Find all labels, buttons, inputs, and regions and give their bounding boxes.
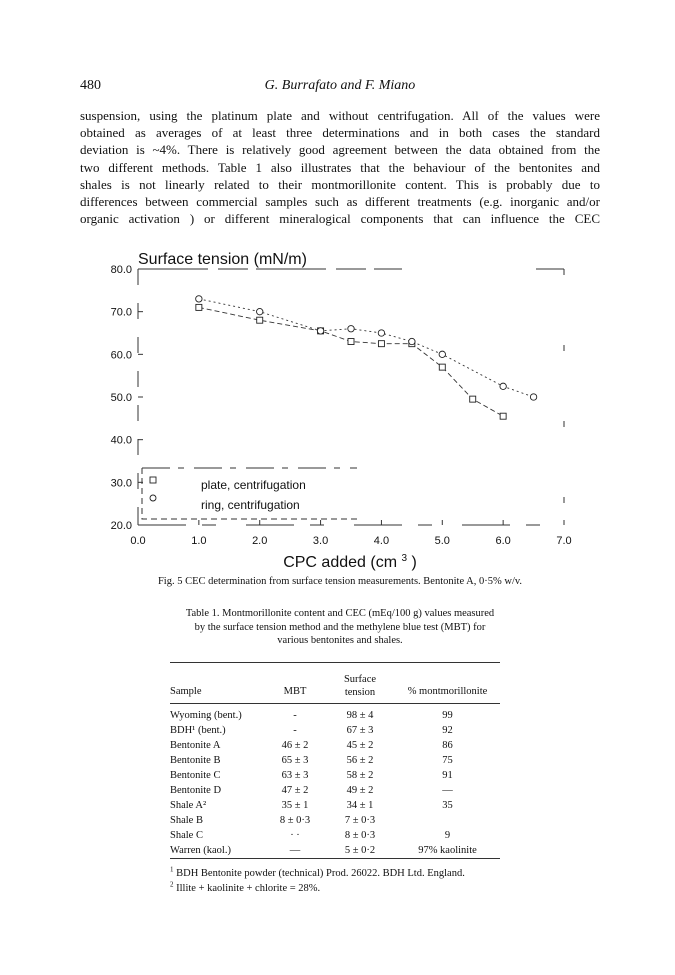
x-axis-unit-close: ) — [411, 554, 417, 571]
x-axis-unit: (cm — [370, 554, 398, 571]
x-axis-unit-sup: 3 — [401, 553, 408, 564]
data-point-circle — [348, 326, 354, 332]
cell-st: 56 ± 2 — [346, 755, 374, 766]
cell-mbt: - — [293, 710, 297, 721]
table-title-line: by the surface tension method and the methylene blue test (MBT) for — [194, 621, 486, 633]
footnote-text: BDH Bentonite powder (technical) Prod. 26022. BDH Ltd. England. — [176, 868, 465, 879]
surface-tension-chart — [90, 245, 590, 575]
cell-mbt: 63 ± 3 — [281, 770, 309, 781]
y-tick-label: 30.0 — [110, 477, 132, 490]
header-st-line1: Surface — [343, 674, 377, 685]
x-tick-label: 7.0 — [556, 535, 572, 547]
cell-st: 5 ± 0·2 — [325, 843, 395, 859]
cell-st: 45 ± 2 — [346, 740, 374, 751]
data-point-square — [348, 339, 354, 345]
page-header — [80, 78, 600, 98]
table-row — [170, 768, 500, 783]
cell-st: 8 ± 0·3 — [344, 830, 376, 841]
legend-square-marker — [150, 477, 156, 483]
footnote-mark: 1 — [170, 865, 174, 874]
cell-st: 58 ± 2 — [346, 770, 374, 781]
data-table — [170, 662, 500, 859]
y-tick-label: 20.0 — [110, 520, 132, 532]
table-title — [150, 607, 530, 648]
data-point-square — [257, 317, 263, 323]
chart-title: Surface tension (mN/m) — [138, 251, 307, 268]
cell-st: 34 ± 1 — [346, 800, 374, 811]
y-tick-label: 40.0 — [110, 434, 132, 447]
text-line: differences between commercial samples such as different treatments (e.g. inorganic and/or — [80, 194, 600, 210]
y-tick-label: 70.0 — [110, 306, 132, 319]
table-row — [170, 843, 500, 859]
footnote-text: Illite + kaolinite + chlorite = 28%. — [176, 883, 321, 894]
table-rule-row — [170, 663, 500, 674]
x-tick-label: 2.0 — [252, 535, 268, 547]
text-line: shales is not linearly related to their montmorillonite content. This is probably due to — [80, 176, 600, 192]
cell-sample: Bentonite C — [170, 770, 221, 781]
cell-pct: 92 — [442, 725, 453, 736]
table-row — [170, 753, 500, 768]
cell-sample: Warren (kaol.) — [170, 843, 265, 859]
cell-pct: 99 — [442, 710, 453, 721]
cell-mbt: 35 ± 1 — [281, 800, 309, 811]
legend-label-plate: plate, centrifugation — [201, 478, 306, 492]
table-title-line: Table 1. Montmorillonite content and CEC (mEq/100 g) values measured — [185, 608, 495, 619]
chart-series — [196, 296, 537, 420]
text-line: suspension, using the platinum plate and without centrifugation. All of the values were — [80, 108, 600, 123]
legend-label-ring: ring, centrifugation — [201, 498, 300, 512]
data-point-square — [196, 304, 202, 310]
cell-mbt: — — [265, 843, 325, 859]
table-header-row — [170, 673, 500, 704]
cell-sample: BDH¹ (bent.) — [170, 725, 226, 736]
data-point-circle — [500, 383, 506, 389]
cell-pct: 75 — [442, 755, 453, 766]
data-point-square — [500, 413, 506, 419]
x-tick-label: 4.0 — [373, 535, 390, 547]
x-axis-label: CPC added — [283, 554, 366, 571]
data-point-circle — [196, 296, 202, 302]
footnote-2 — [170, 881, 550, 896]
text-line: two different methods. Table 1 also illustrates that the behaviour of the bentonites and — [80, 159, 600, 175]
cell-st: 98 ± 4 — [346, 710, 374, 721]
x-tick-label: 5.0 — [434, 535, 450, 547]
data-point-circle — [530, 394, 536, 400]
page-number: 480 — [80, 78, 101, 93]
chart-legend — [142, 468, 357, 519]
x-tick-label: 0.0 — [130, 535, 146, 547]
data-point-square — [439, 364, 445, 370]
cell-sample: Wyoming (bent.) — [170, 710, 242, 721]
table-row — [170, 783, 500, 798]
cell-mbt: 8 ± 0·3 — [279, 815, 311, 826]
text-line: organic activation ) or different mineralogical components that can influence the CEC — [80, 211, 600, 227]
x-tick-label: 1.0 — [191, 535, 207, 547]
data-point-circle — [439, 351, 445, 357]
table-row — [170, 813, 500, 828]
data-point-square — [470, 396, 476, 402]
x-axis-ticks — [130, 520, 571, 547]
series-line — [199, 299, 534, 397]
header-mbt: MBT — [265, 673, 325, 704]
y-tick-label: 60.0 — [110, 349, 132, 362]
data-point-circle — [257, 308, 263, 314]
cell-st: 49 ± 2 — [346, 785, 374, 796]
x-tick-label: 3.0 — [312, 535, 329, 547]
table-row — [170, 723, 500, 738]
header-st-line2: tension — [344, 687, 376, 698]
text-line: obtained as averages of at least three determinations and in both cases the standard — [80, 125, 600, 141]
header-sample: Sample — [170, 673, 265, 704]
cell-sample: Bentonite B — [170, 755, 221, 766]
cell-mbt: 46 ± 2 — [281, 740, 309, 751]
cell-pct: — — [442, 785, 453, 796]
cell-pct: 35 — [442, 800, 453, 811]
cell-mbt: 47 ± 2 — [281, 785, 309, 796]
cell-sample: Bentonite A — [170, 740, 221, 751]
cell-pct: 97% kaolinite — [395, 843, 500, 859]
y-tick-label: 50.0 — [110, 392, 132, 404]
table-footnotes — [170, 866, 550, 896]
cell-st: 67 ± 3 — [346, 725, 374, 736]
cell-mbt: - — [293, 725, 297, 736]
header-montmorillonite: % montmorillonite — [395, 673, 500, 704]
data-point-circle — [409, 338, 415, 344]
cell-sample: Shale A² — [170, 800, 207, 811]
running-head-authors: G. Burrafato and F. Miano — [264, 78, 416, 93]
body-paragraph — [80, 107, 600, 227]
cell-pct: 86 — [442, 740, 453, 751]
x-tick-label: 6.0 — [495, 535, 511, 547]
legend-circle-marker — [150, 495, 156, 501]
table-title-line: various bentonites and shales. — [277, 635, 403, 646]
table-body — [170, 704, 500, 859]
cell-mbt: 65 ± 3 — [281, 755, 309, 766]
cell-st: 7 ± 0·3 — [344, 815, 376, 826]
footnote-mark: 2 — [170, 880, 174, 889]
cell-sample: Shale B — [170, 815, 203, 826]
cell-sample: Bentonite D — [170, 785, 222, 796]
cell-pct: 91 — [442, 770, 453, 781]
table-row — [170, 798, 500, 813]
cell-sample: Shale C — [170, 830, 203, 841]
x-axis-title — [283, 548, 417, 571]
text-line: deviation is ~4%. There is relatively good agreement between the data obtained from the — [80, 142, 600, 158]
table-row — [170, 828, 500, 843]
data-point-circle — [378, 330, 384, 336]
series-line — [199, 307, 503, 416]
cell-pct: 9 — [444, 830, 451, 841]
data-point-square — [378, 341, 384, 347]
data-point-circle — [317, 328, 323, 334]
figure-caption: Fig. 5 CEC determination from surface tension measurements. Bentonite A, 0·5% w/v. — [157, 576, 523, 587]
cell-mbt: · · — [290, 830, 300, 841]
cell-pct — [395, 813, 500, 828]
table-row — [170, 738, 500, 753]
header-surface-tension — [325, 673, 395, 704]
y-tick-label: 80.0 — [110, 264, 132, 276]
table-row — [170, 704, 500, 724]
footnote-1 — [170, 866, 550, 881]
